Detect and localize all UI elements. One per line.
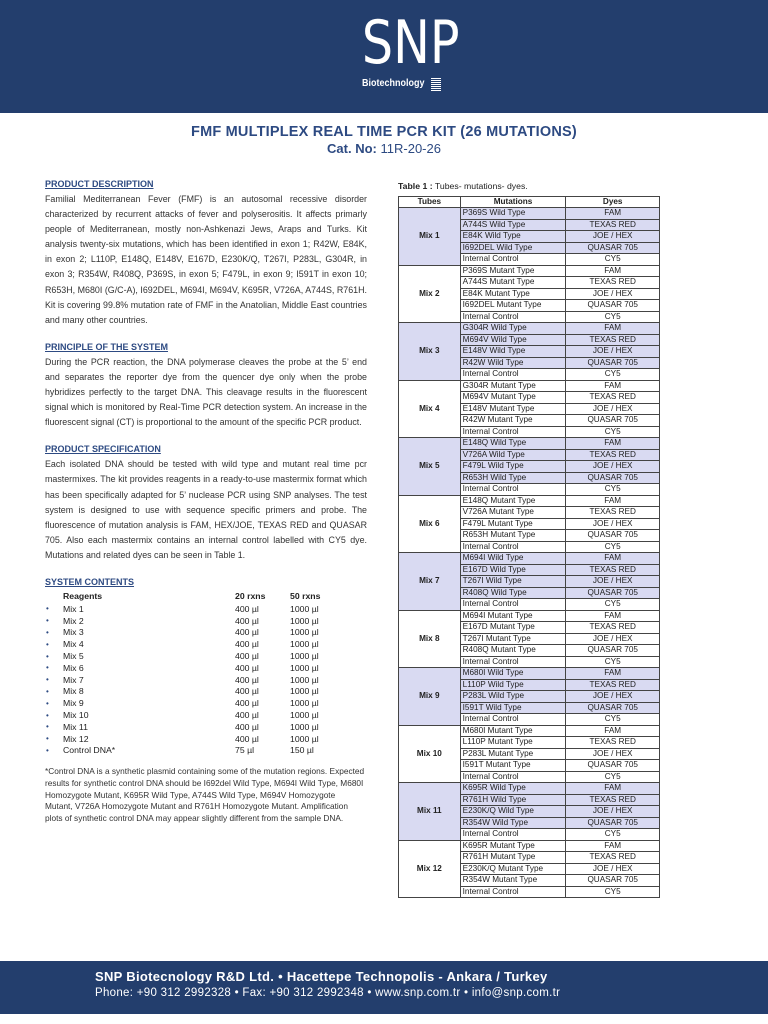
reagent-20rxns: 400 µl — [235, 603, 259, 614]
mutation-cell: Internal Control — [460, 829, 566, 841]
mutation-cell: E148Q Mutant Type — [460, 495, 566, 507]
reagent-50rxns: 1000 µl — [290, 733, 319, 744]
tubes-row — [399, 323, 660, 335]
contents-header-row — [45, 590, 345, 603]
dye-cell: FAM — [566, 840, 660, 852]
reagent-name: Mix 2 — [63, 615, 84, 626]
tubes-row — [399, 265, 660, 277]
reagent-20rxns: 400 µl — [235, 615, 259, 626]
reagent-20rxns: 400 µl — [235, 733, 259, 744]
reagent-50rxns: 1000 µl — [290, 686, 319, 697]
mutation-cell: Internal Control — [460, 714, 566, 726]
reagent-50rxns: 1000 µl — [290, 698, 319, 709]
catalog-number — [0, 141, 768, 156]
reagent-name: Mix 6 — [63, 662, 84, 673]
mutation-cell: K695R Mutant Type — [460, 840, 566, 852]
reagent-name: Mix 8 — [63, 686, 84, 697]
bullet-icon: • — [46, 663, 49, 673]
mutation-cell: M680I Wild Type — [460, 668, 566, 680]
dye-cell: CY5 — [566, 426, 660, 438]
bullet-icon: • — [46, 639, 49, 649]
dye-cell: CY5 — [566, 771, 660, 783]
tubes-row — [399, 208, 660, 220]
mutation-cell: M694V Wild Type — [460, 334, 566, 346]
reagent-name: Mix 7 — [63, 674, 84, 685]
mutation-cell: M694V Mutant Type — [460, 392, 566, 404]
dye-cell: JOE / HEX — [566, 748, 660, 760]
footer-contact: Phone: +90 312 2992328 • Fax: +90 312 2992348 • www.snp.com.tr • info@snp.com.tr — [95, 987, 561, 999]
mix-name: Mix 11 — [399, 783, 461, 841]
dye-cell: TEXAS RED — [566, 392, 660, 404]
mutation-cell: F479L Mutant Type — [460, 518, 566, 530]
dye-cell: JOE / HEX — [566, 806, 660, 818]
dye-cell: JOE / HEX — [566, 288, 660, 300]
mix-name: Mix 12 — [399, 840, 461, 898]
tubes-row — [399, 553, 660, 565]
bullet-icon: • — [46, 734, 49, 744]
mutation-cell: L110P Mutant Type — [460, 737, 566, 749]
mix-name: Mix 7 — [399, 553, 461, 611]
dye-cell: JOE / HEX — [566, 518, 660, 530]
dye-cell: FAM — [566, 323, 660, 335]
contents-row — [45, 674, 345, 686]
reagent-20rxns: 75 µl — [235, 745, 255, 756]
contents-row — [45, 615, 345, 627]
dye-cell: TEXAS RED — [566, 622, 660, 634]
bullet-icon: • — [46, 698, 49, 708]
reagent-20rxns: 400 µl — [235, 639, 259, 650]
reagent-50rxns: 1000 µl — [290, 721, 319, 732]
mix-name: Mix 10 — [399, 725, 461, 783]
mutation-cell: Internal Control — [460, 426, 566, 438]
col-tubes: Tubes — [399, 197, 461, 208]
dye-cell: FAM — [566, 783, 660, 795]
mutation-cell: Internal Control — [460, 771, 566, 783]
mix-name: Mix 2 — [399, 265, 461, 323]
logo-text: SNP — [361, 8, 460, 78]
mutation-cell: P369S Wild Type — [460, 208, 566, 220]
reagent-name: Mix 5 — [63, 651, 84, 662]
mutation-cell: I692DEL Wild Type — [460, 242, 566, 254]
mix-name: Mix 6 — [399, 495, 461, 553]
dye-cell: JOE / HEX — [566, 346, 660, 358]
mutation-cell: E148V Mutant Type — [460, 403, 566, 415]
dye-cell: FAM — [566, 725, 660, 737]
dye-cell: FAM — [566, 610, 660, 622]
specification-text: Each isolated DNA should be tested with wild type and mutant real time pcr mastermixes. The kit provides reagents in a ready-to-use mastermix format which has been specifically adapted for 5’ nuclease PCR using SNP analyses. The test system is designed to use with sequence specific primers and probe. The fluorescence of mutation analysis is FAM, HEX/JOE, TEXAS RED and QUASAR 705. Also each mastermix contains an internal control labelled with CY5 dye. Mutations and related dyes can be seen in Table 1. — [45, 459, 367, 560]
mutation-cell: M694I Mutant Type — [460, 610, 566, 622]
dye-cell: JOE / HEX — [566, 461, 660, 473]
tubes-row — [399, 783, 660, 795]
contents-body — [45, 603, 345, 756]
bullet-icon: • — [46, 616, 49, 626]
dye-cell: TEXAS RED — [566, 277, 660, 289]
dye-cell: QUASAR 705 — [566, 415, 660, 427]
control-dna-note: *Control DNA is a synthetic plasmid containing some of the mutation regions. Expected results for synthetic control DNA should be I692del Wild Type, M694I Wild Type, M680I Homozygote Mutant, K695R Wild Type, A744S Wild Type, M694V Homozygote Mutant, V726A Homozygote Mutant and R761H Homozygote Mutant. Amplification plots of synthetic control DNA may appear slightly different from the sample DNA. — [45, 766, 365, 823]
mix-name: Mix 9 — [399, 668, 461, 726]
mutation-cell: R761H Mutant Type — [460, 852, 566, 864]
dye-cell: QUASAR 705 — [566, 300, 660, 312]
mutation-cell: I591T Wild Type — [460, 702, 566, 714]
dye-cell: QUASAR 705 — [566, 472, 660, 484]
dye-cell: TEXAS RED — [566, 794, 660, 806]
contents-row — [45, 733, 345, 745]
dye-cell: TEXAS RED — [566, 679, 660, 691]
dye-cell: FAM — [566, 553, 660, 565]
dye-cell: CY5 — [566, 656, 660, 668]
contents-row — [45, 627, 345, 639]
mutation-cell: V726A Mutant Type — [460, 507, 566, 519]
reagent-50rxns: 1000 µl — [290, 662, 319, 673]
dye-cell: TEXAS RED — [566, 449, 660, 461]
header-band — [0, 0, 768, 113]
contents-row — [45, 721, 345, 733]
mix-name: Mix 1 — [399, 208, 461, 266]
reagent-20rxns: 400 µl — [235, 651, 259, 662]
contents-row — [45, 638, 345, 650]
dye-cell: JOE / HEX — [566, 691, 660, 703]
bullet-icon: • — [46, 686, 49, 696]
mutation-cell: L110P Wild Type — [460, 679, 566, 691]
specification-heading: PRODUCT SPECIFICATION — [45, 444, 161, 455]
logo-bars-icon — [431, 78, 441, 92]
mutation-cell: E167D Wild Type — [460, 564, 566, 576]
tubes-row — [399, 725, 660, 737]
mix-name: Mix 3 — [399, 323, 461, 381]
mutation-cell: R653H Wild Type — [460, 472, 566, 484]
dye-cell: FAM — [566, 265, 660, 277]
reagent-name: Mix 4 — [63, 639, 84, 650]
dye-cell: TEXAS RED — [566, 737, 660, 749]
mutation-cell: R408Q Wild Type — [460, 587, 566, 599]
reagent-50rxns: 150 µl — [290, 745, 314, 756]
mutation-cell: R653H Mutant Type — [460, 530, 566, 542]
footer-company: SNP Biotecnology R&D Ltd. • Hacettepe Technopolis - Ankara / Turkey — [95, 969, 548, 984]
mutation-cell: F479L Wild Type — [460, 461, 566, 473]
reagent-50rxns: 1000 µl — [290, 603, 319, 614]
mutation-cell: I692DEL Mutant Type — [460, 300, 566, 312]
company-logo — [352, 8, 462, 100]
description-heading: PRODUCT DESCRIPTION — [45, 179, 154, 189]
contents-table — [45, 590, 345, 756]
dye-cell: CY5 — [566, 599, 660, 611]
dye-cell: QUASAR 705 — [566, 587, 660, 599]
tubes-row — [399, 495, 660, 507]
mutation-cell: A744S Mutant Type — [460, 277, 566, 289]
footer-band — [0, 961, 768, 1014]
mutation-cell: R761H Wild Type — [460, 794, 566, 806]
dye-cell: FAM — [566, 668, 660, 680]
mutation-cell: T267I Wild Type — [460, 576, 566, 588]
mutation-cell: T267I Mutant Type — [460, 633, 566, 645]
dye-cell: JOE / HEX — [566, 863, 660, 875]
dye-cell: CY5 — [566, 714, 660, 726]
contents-row — [45, 662, 345, 674]
reagent-name: Mix 12 — [63, 733, 89, 744]
dye-cell: CY5 — [566, 829, 660, 841]
tubes-mutations-dyes-table — [398, 196, 660, 898]
dye-cell: TEXAS RED — [566, 219, 660, 231]
mutation-cell: A744S Wild Type — [460, 219, 566, 231]
mutation-cell: R408Q Mutant Type — [460, 645, 566, 657]
cat-value: 11R-20-26 — [380, 141, 441, 156]
dye-cell: CY5 — [566, 369, 660, 381]
dye-cell: QUASAR 705 — [566, 702, 660, 714]
dye-cell: QUASAR 705 — [566, 760, 660, 772]
cat-label: Cat. No: — [327, 141, 377, 156]
bullet-icon: • — [46, 627, 49, 637]
mutation-cell: R42W Mutant Type — [460, 415, 566, 427]
tubes-row — [399, 438, 660, 450]
mutation-cell: R42W Wild Type — [460, 357, 566, 369]
bullet-icon: • — [46, 675, 49, 685]
tubes-row — [399, 668, 660, 680]
mutation-cell: E84K Wild Type — [460, 231, 566, 243]
dye-cell: CY5 — [566, 254, 660, 266]
reagent-20rxns: 400 µl — [235, 698, 259, 709]
bullet-icon: • — [46, 651, 49, 661]
dye-cell: QUASAR 705 — [566, 645, 660, 657]
mutation-cell: Internal Control — [460, 311, 566, 323]
dye-cell: JOE / HEX — [566, 403, 660, 415]
mutation-cell: Internal Control — [460, 541, 566, 553]
mutation-cell: Internal Control — [460, 254, 566, 266]
dye-cell: TEXAS RED — [566, 334, 660, 346]
reagent-name: Mix 1 — [63, 603, 84, 614]
dye-cell: CY5 — [566, 311, 660, 323]
mutation-cell: P283L Mutant Type — [460, 748, 566, 760]
mutation-cell: E148Q Wild Type — [460, 438, 566, 450]
reagent-name: Mix 9 — [63, 698, 84, 709]
reagent-20rxns: 400 µl — [235, 710, 259, 721]
mutation-cell: R354W Wild Type — [460, 817, 566, 829]
mutation-cell: Internal Control — [460, 656, 566, 668]
contents-row — [45, 745, 345, 757]
mutation-cell: I591T Mutant Type — [460, 760, 566, 772]
col-50rxns: 50 rxns — [290, 591, 321, 602]
mutation-cell: E230K/Q Mutant Type — [460, 863, 566, 875]
tubes-body — [399, 208, 660, 898]
reagent-name: Mix 10 — [63, 710, 89, 721]
dye-cell: FAM — [566, 495, 660, 507]
reagent-50rxns: 1000 µl — [290, 627, 319, 638]
reagent-20rxns: 400 µl — [235, 686, 259, 697]
col-mutations: Mutations — [460, 197, 566, 208]
col-reagents: Reagents — [63, 591, 103, 602]
description-text: Familial Mediterranean Fever (FMF) is an autosomal recessive disorder characterized by recurrent attacks of fever and polyserositis. It affects primarly people of Mediterranean, mostly non-Ashkenazi Jews, Araps and Turks. Kit analysis twenty-six mutations, which has been identified in exon 1; R42W, E84K, in exon 2; L110P, E148Q, E148V, E167D, E230K/Q, T267I, P283L, G304R, in exon 3; R354W, R408Q, P369S, in exon 5; F479L, in exon 9; I591T in exon 10; R653H, M680I (G/C-A), I692DEL, M694I, M694V, K695R, V726A, A744S, R761H. Kit is covering 99.8% mutation rate of FMF in the Anatolian, Middle East countries and many other countries. — [45, 194, 367, 325]
mutation-cell: P369S Mutant Type — [460, 265, 566, 277]
reagent-name: Mix 3 — [63, 627, 84, 638]
dye-cell: CY5 — [566, 886, 660, 898]
contents-row — [45, 709, 345, 721]
reagent-50rxns: 1000 µl — [290, 710, 319, 721]
contents-row — [45, 650, 345, 662]
bullet-icon: • — [46, 722, 49, 732]
mutation-cell: G304R Mutant Type — [460, 380, 566, 392]
dye-cell: QUASAR 705 — [566, 530, 660, 542]
mutation-cell: K695R Wild Type — [460, 783, 566, 795]
dye-cell: FAM — [566, 380, 660, 392]
mix-name: Mix 5 — [399, 438, 461, 496]
mix-name: Mix 4 — [399, 380, 461, 438]
dye-cell: JOE / HEX — [566, 231, 660, 243]
col-20rxns: 20 rxns — [235, 591, 266, 602]
tubes-row — [399, 380, 660, 392]
mutation-cell: E167D Mutant Type — [460, 622, 566, 634]
contents-row — [45, 603, 345, 615]
principle-text: During the PCR reaction, the DNA polymerase cleaves the probe at the 5’ end and separates the reporter dye from the quencer dye only when the probe hybridizes perfectly to the target DNA. This cleavage results in the fluorescent signal which is monitored by Real-Time PCR detection system. An increase in the fluorescent signal (CT) is proportional to the amount of the specific PCR product. — [45, 356, 367, 428]
document-title: FMF MULTIPLEX REAL TIME PCR KIT (26 MUTATIONS) — [191, 124, 577, 140]
reagent-50rxns: 1000 µl — [290, 615, 319, 626]
mutation-cell: Internal Control — [460, 886, 566, 898]
reagent-20rxns: 400 µl — [235, 674, 259, 685]
principle-heading: PRINCIPLE OF THE SYSTEM — [45, 341, 169, 352]
mutation-cell: E148V Wild Type — [460, 346, 566, 358]
mutation-cell: E230K/Q Wild Type — [460, 806, 566, 818]
tubes-row — [399, 840, 660, 852]
reagent-name: Mix 11 — [63, 721, 88, 732]
mutation-cell: P283L Wild Type — [460, 691, 566, 703]
mutation-cell: G304R Wild Type — [460, 323, 566, 335]
dye-cell: CY5 — [566, 484, 660, 496]
dye-cell: QUASAR 705 — [566, 875, 660, 887]
logo-subtitle: Biotechnology — [362, 78, 425, 89]
dye-cell: CY5 — [566, 541, 660, 553]
table1-caption-label: Table 1 : — [398, 181, 433, 191]
dye-cell: TEXAS RED — [566, 852, 660, 864]
dye-cell: JOE / HEX — [566, 576, 660, 588]
mutation-cell: M680I Mutant Type — [460, 725, 566, 737]
reagent-name: Control DNA* — [63, 745, 116, 756]
col-dyes: Dyes — [566, 197, 660, 208]
bullet-icon: • — [46, 710, 49, 720]
dye-cell: QUASAR 705 — [566, 242, 660, 254]
mutation-cell: M694I Wild Type — [460, 553, 566, 565]
dye-cell: JOE / HEX — [566, 633, 660, 645]
mutation-cell: E84K Mutant Type — [460, 288, 566, 300]
dye-cell: TEXAS RED — [566, 564, 660, 576]
reagent-50rxns: 1000 µl — [290, 674, 319, 685]
mutation-cell: Internal Control — [460, 599, 566, 611]
mutation-cell: Internal Control — [460, 369, 566, 381]
reagent-20rxns: 400 µl — [235, 721, 259, 732]
bullet-icon: • — [46, 745, 49, 755]
tubes-row — [399, 610, 660, 622]
dye-cell: FAM — [566, 438, 660, 450]
dye-cell: QUASAR 705 — [566, 357, 660, 369]
table1-caption-text: Tubes- mutations- dyes. — [434, 181, 528, 191]
dye-cell: QUASAR 705 — [566, 817, 660, 829]
reagent-50rxns: 1000 µl — [290, 639, 319, 650]
dye-cell: TEXAS RED — [566, 507, 660, 519]
contents-heading: SYSTEM CONTENTS — [45, 576, 135, 587]
reagent-20rxns: 400 µl — [235, 627, 259, 638]
mutation-cell: Internal Control — [460, 484, 566, 496]
reagent-20rxns: 400 µl — [235, 662, 259, 673]
bullet-icon: • — [46, 604, 49, 614]
mutation-cell: V726A Wild Type — [460, 449, 566, 461]
left-column — [45, 179, 367, 824]
contents-row — [45, 697, 345, 709]
contents-row — [45, 686, 345, 698]
mutation-cell: R354W Mutant Type — [460, 875, 566, 887]
mix-name: Mix 8 — [399, 610, 461, 668]
table1-caption — [398, 181, 528, 191]
reagent-50rxns: 1000 µl — [290, 651, 319, 662]
tubes-header-row — [399, 197, 660, 208]
dye-cell: FAM — [566, 208, 660, 220]
